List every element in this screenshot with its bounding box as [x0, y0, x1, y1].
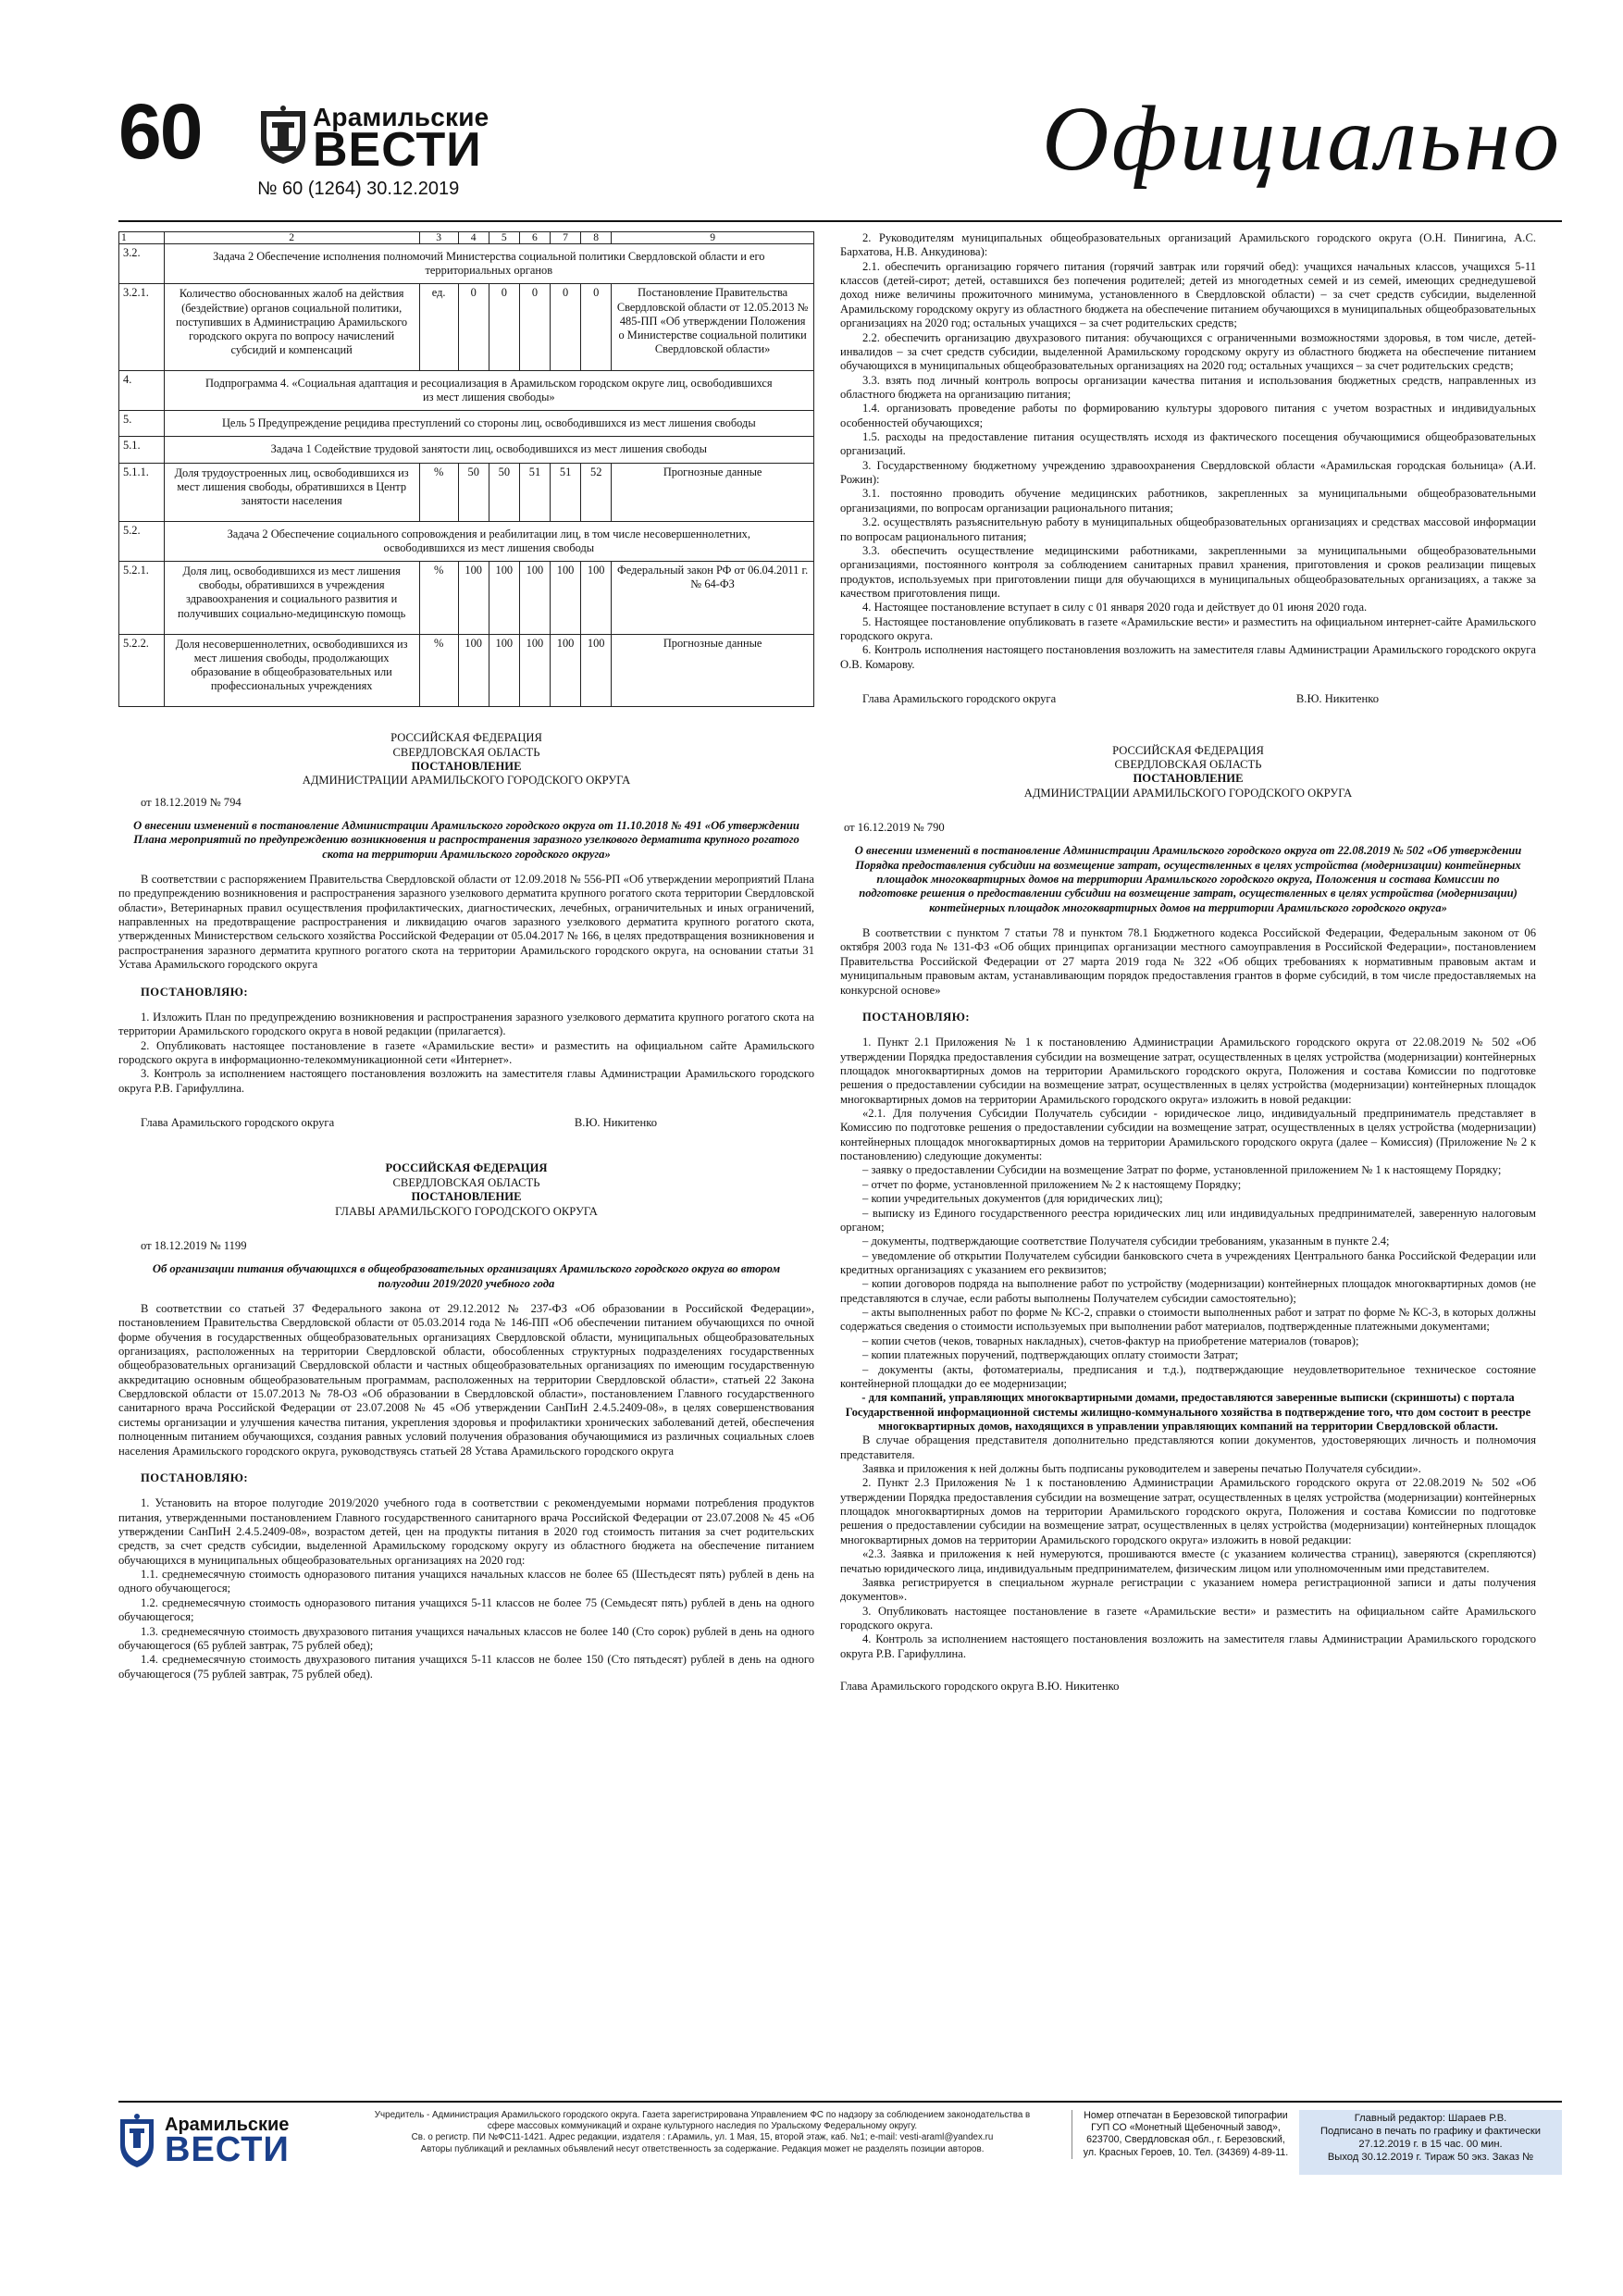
row-heading: Задача 2 Обеспечение исполнения полномочий Министерства социальной политики Свердловской области и его территориальных органов — [164, 244, 813, 284]
decree-794-item-2: 2. Опубликовать настоящее постановление в газете «Арамильские вести» и разместить на официальном сайте Арамильского городского округа в информационно-телекоммуникационной сети «Интернет». — [118, 1038, 814, 1066]
doc-list-item: – документы (акты, фотоматериалы, предписания и т.д.), подтверждающие неудовлетворительное техническое состояние контейнерной площадки до ее модернизации; — [840, 1362, 1536, 1390]
cont-item-4: 4. Настоящее постановление вступает в силу с 01 января 2020 года и действует до 01 июня 2020 года. — [862, 601, 1368, 614]
row-number: 5. — [119, 411, 165, 437]
doc-list-item: – акты выполненных работ по форме № КС-2, справки о стоимости выполненных работ и затрат по форме № КС-3, в которых должны содержаться сведения о стоимости используемых при выполнении работ материалов, подтвержденные платежными документами; — [840, 1306, 1536, 1334]
decree-794-region: СВЕРДЛОВСКАЯ ОБЛАСТЬ — [392, 745, 540, 759]
editor-line: 27.12.2019 г. в 15 час. 00 мин. — [1358, 2139, 1503, 2150]
coat-of-arms-icon — [118, 2114, 155, 2169]
decree-794-date: от 18.12.2019 № 794 — [141, 795, 242, 809]
decree-794-type: ПОСТАНОВЛЕНИЕ — [411, 759, 522, 773]
decree-794 — [118, 731, 814, 1130]
editor-line: Подписано в печать по графику и фактически — [1319, 2126, 1542, 2137]
indicator-value: 100 — [489, 634, 519, 707]
doc-list-item: – заявку о предоставлении Субсидии на возмещение Затрат по форме, установленной приложением № 1 к настоящему Порядку; — [862, 1163, 1502, 1177]
decree-1199-type: ПОСТАНОВЛЕНИЕ — [411, 1190, 522, 1204]
decree-790-issuer: АДМИНИСТРАЦИИ АРАМИЛЬСКОГО ГОРОДСКОГО ОКРУГА — [1023, 786, 1353, 800]
indicator-value: 0 — [489, 284, 519, 371]
table-row — [119, 634, 814, 707]
row-number: 5.2. — [119, 521, 165, 561]
indicator-unit: % — [419, 562, 458, 635]
cont-item-3: 3. Государственному бюджетному учреждению здравоохранения Свердловской области «Арамильская городская больница» (А.И. Рожин): — [840, 458, 1536, 487]
indicator-name: Доля трудоустроенных лиц, освободившихся из мест лишения свободы, обратившихся в Центр занятости населения — [164, 463, 419, 521]
doc-list-item: – копии учредительных документов (для юридических лиц); — [862, 1192, 1163, 1206]
founder-info — [346, 2110, 1059, 2155]
printing-info — [1072, 2110, 1294, 2159]
decree-790-item-3: 3. Опубликовать настоящее постановление в газете «Арамильские вести» и разместить на официальном сайте Арамильского городского округа. — [840, 1604, 1536, 1632]
indicator-source: Федеральный закон РФ от 06.04.2011 г. № 64-ФЗ — [612, 562, 814, 635]
indicator-value: 0 — [519, 284, 550, 371]
printing-line: ГУП СО «Монетный Щебеночный завод», — [1091, 2122, 1281, 2134]
decree-790-item-1: 1. Пункт 2.1 Приложения № 1 к постановлению Администрации Арамильского городского округа от 22.08.2019 № 502 «Об утверждении Порядка предоставления субсидии на возмещение затрат, осуществленных в целях устройства (модернизации) контейнерных площадок многоквартирных домов на территории Арамильского городского округа, Положения и состава Комиссии по подготовке решения о предоставлении субсидии на возмещение затрат, осуществленных в целях устройства (модернизации) контейнерных площадок многоквартирных домов на территории Арамильского городского округа» изложить в новой редакции: — [840, 1036, 1536, 1106]
doc-list-item: – уведомление об открытии Получателем субсидии банковского счета в учреждениях Центрального банка Российской Федерации или кредитных организациях с указанием его реквизитов; — [840, 1248, 1536, 1276]
row-heading: Подпрограмма 4. «Социальная адаптация и ресоциализация в Арамильском городском округе лиц, освободившихся из мест лишения свободы» — [164, 371, 813, 411]
indicator-value: 100 — [458, 562, 489, 635]
editor-info — [1299, 2110, 1562, 2175]
indicator-value: 0 — [581, 284, 612, 371]
decree-790-region: СВЕРДЛОВСКАЯ ОБЛАСТЬ — [1114, 757, 1262, 771]
cont-item-3-1: 3.1. постоянно проводить обучение медицинских работников, закрепленных за муниципальными общеобразовательными организациями, по вопросам организации рационального питания; — [840, 487, 1536, 515]
cont-item-2-1: 2.1. обеспечить организацию горячего питания (горячий завтрак или горячий обед): учащихся начальных классов, учащихся 5-11 классов (детей-сирот; детей, оставшихся без попечения родителей; детей из многодетных семей и из семей, имеющих среднедушевой доход ниже величины прожиточного минимума, установленного в Свердловской области) – за счет средств субсидии, выделенной Арамильскому городскому округу из областного бюджета на обеспечение питанием обучающихся в муниципальных общеобразовательных организациях на 2020 год; остальных учащихся – за счет родительских средств; — [840, 259, 1536, 330]
footer-logo-top: Арамильские — [165, 2115, 290, 2135]
indicator-value: 100 — [551, 634, 581, 707]
indicator-value: 0 — [458, 284, 489, 371]
decree-1199-item-1-4: 1.4. среднемесячную стоимость двухразового питания учащихся 5-11 классов не более 150 (Сто пятьдесят) рублей в день на одного обучающегося (75 рублей завтрак, 75 рублей обед). — [118, 1653, 814, 1681]
decree-790-date: от 16.12.2019 № 790 — [844, 820, 945, 834]
indicator-value: 100 — [581, 634, 612, 707]
row-number: 5.2.2. — [119, 634, 165, 707]
decree-1199-date: от 18.12.2019 № 1199 — [141, 1238, 247, 1252]
logo-text-top: Арамильские — [313, 103, 489, 131]
founder-line: Авторы публикаций и рекламных объявлений несут ответственность за содержание. Редакция может не разделять позиции авторов. — [420, 2143, 985, 2154]
indicator-value: 100 — [551, 562, 581, 635]
table-header-cell: 9 — [612, 232, 814, 244]
indicator-value: 50 — [458, 463, 489, 521]
indicator-unit: ед. — [419, 284, 458, 371]
decree-790-rep: В случае обращения представителя дополнительно представляются копии документов, удостоверяющих личность и полномочия представителя. — [840, 1433, 1536, 1461]
decree-1199-continued — [840, 231, 1536, 707]
header-divider — [118, 220, 1562, 222]
decree-790-item-2: 2. Пункт 2.3 Приложения № 1 к постановлению Администрации Арамильского городского округа от 22.08.2019 № 502 «Об утверждении Порядка предоставления субсидии на возмещение затрат, осуществленных в целях устройства (модернизации) контейнерных площадок многоквартирных домов на территории Арамильского городского округа, Положения и состава Комиссии по подготовке решения о предоставлении субсидии на возмещение затрат, осуществленных в целях устройства (модернизации) контейнерных площадок многоквартирных домов на территории Арамильского городского округа» изложить в новой редакции: — [840, 1476, 1536, 1546]
printing-line: Номер отпечатан в Березовской типографии — [1084, 2110, 1288, 2121]
decree-794-item-3: 3. Контроль за исполнением настоящего постановления возложить на заместителя главы Администрации Арамильского городского округа Р.В. Гарифуллина. — [118, 1067, 814, 1095]
cont-item-2-2: 2.2. обеспечить организацию двухразового питания: обучающихся с ограниченными возможностями здоровья, в том числе, детей-инвалидов – за счет средств субсидии, выделенной Арамильскому городскому округу из областного бюджета на обеспечение питанием обучающихся в муниципальных общеобразовательных организациях на 2020 год; остальных учащихся – за счет родительских средств; — [840, 330, 1536, 373]
page-footer — [118, 2110, 1562, 2177]
table-header-row — [119, 232, 814, 244]
decree-790 — [840, 744, 1536, 1694]
right-column — [840, 231, 1536, 1694]
decree-790-resolve: ПОСТАНОВЛЯЮ: — [862, 1010, 971, 1024]
cont-item-1-5: 1.5. расходы на предоставление питания осуществлять исходя из фактического посещения обучающимися общеобразовательных организаций. — [840, 430, 1536, 458]
indicator-source: Прогнозные данные — [612, 634, 814, 707]
decree-790-sign-req: Заявка и приложения к ней должны быть подписаны руководителем и заверены печатью Получателя субсидии». — [862, 1462, 1421, 1476]
table-row — [119, 411, 814, 437]
table-row — [119, 437, 814, 463]
decree-794-issuer: АДМИНИСТРАЦИИ АРАМИЛЬСКОГО ГОРОДСКОГО ОКРУГА — [302, 774, 631, 788]
decree-1199-item-1-1: 1.1. среднемесячную стоимость одноразового питания учащихся начальных классов не более 65 (Шестьдесят пять) рублей в день на одного обучающегося; — [118, 1568, 814, 1595]
decree-1199-resolve: ПОСТАНОВЛЯЮ: — [141, 1471, 249, 1484]
row-heading: Задача 2 Обеспечение социального сопровождения и реабилитации лиц, в том числе несовершеннолетних, освободившихся из мест лишения свободы — [164, 521, 813, 561]
decree-1199-signature — [862, 692, 1379, 706]
decree-790-item-2-1: «2.1. Для получения Субсидии Получатель субсидии - юридическое лицо, индивидуальный предприниматель представляет в Комиссию по подготовке решения о предоставлении субсидии на возмещение затрат, осуществленных в целях устройства (модернизации) контейнерных площадок многоквартирных домов на территории Арамильского городского округа (далее – Комиссия) (Приложение № 2 к постановлению) следующие документы: — [840, 1107, 1536, 1163]
indicators-table — [118, 231, 814, 707]
signature-name: В.Ю. Никитенко — [574, 1116, 657, 1130]
indicator-value: 51 — [551, 463, 581, 521]
indicator-source: Прогнозные данные — [612, 463, 814, 521]
cont-item-3-3: 3.3. обеспечить осуществление медицинскими работниками, закрепленными за муниципальными общеобразовательными организациями, постоянного контроля за соблюдением санитарных правил хранения, приготовления и сроков реализации пищевых продуктов, используемых при приготовлении пищи для обучающихся в муниципальных общеобразовательных организациях, а также за качеством приготовления пищи. — [840, 543, 1536, 600]
doc-list-item: – отчет по форме, установленной приложением № 2 к настоящему Порядку; — [862, 1177, 1242, 1191]
cont-item-5: 5. Настоящее постановление опубликовать в газете «Арамильские вести» и разместить на официальном интернет-сайте Арамильского городского округа. — [840, 614, 1536, 643]
decree-1199 — [118, 1161, 814, 1682]
editor-line: Выход 30.12.2019 г. Тираж 50 экз. Заказ № — [1327, 2152, 1534, 2163]
section-title: Официально — [1042, 87, 1562, 190]
indicator-value: 100 — [519, 634, 550, 707]
decree-790-type: ПОСТАНОВЛЕНИЕ — [1133, 772, 1244, 786]
row-number: 4. — [119, 371, 165, 411]
row-number: 5.1. — [119, 437, 165, 463]
decree-794-preamble: В соответствии с распоряжением Правительства Свердловской области от 12.09.2018 № 556-РП «Об утверждении мероприятий Плана по предупреждению возникновения и распространения заразного узелкового дерматита крупного рогатого скота территории Свердловской области», Ветеринарных правил осуществления профилактических, диагностических, лечебных, ограничительных и иных ограничений, направленных на предотвращение распространения и ликвидацию очагов заразного узелкового дерматита крупного рогатого скота, утвержденных Министерством сельского хозяйства Российской Федерации от 05.04.2017 № 166, в целях предотвращения возникновения и распространения заразного дерматита крупного рогатого скота на территории Арамильского городского округа, на основании статьи 31 Устава Арамильского городского округа — [118, 873, 814, 972]
table-header-cell: 8 — [581, 232, 612, 244]
indicator-unit: % — [419, 463, 458, 521]
table-header-cell: 2 — [164, 232, 419, 244]
table-header-cell: 6 — [519, 232, 550, 244]
founder-line: Учредитель - Администрация Арамильского городского округа. Газета зарегистрирована Управлением ФС по надзору за соблюдением законодательства в — [374, 2110, 1031, 2120]
doc-list-item: – копии платежных поручений, подтверждающих оплату стоимости Затрат; — [862, 1348, 1239, 1362]
indicator-name: Доля лиц, освободившихся из мест лишения свободы, обратившихся в учреждения здравоохранения и социального развития и получивших социально-медицинскую помощь — [164, 562, 419, 635]
decree-790-registration: Заявка регистрируется в специальном журнале регистрации с указанием номера регистрационной записи и даты получения документов». — [840, 1575, 1536, 1604]
table-header-cell: 7 — [551, 232, 581, 244]
indicator-value: 100 — [458, 634, 489, 707]
decree-794-signature — [141, 1116, 657, 1130]
signature-role: Глава Арамильского городского округа — [862, 692, 1057, 706]
indicator-value: 0 — [551, 284, 581, 371]
logo-text-bottom: ВЕСТИ — [313, 123, 482, 177]
left-column — [118, 231, 814, 1682]
decree-794-resolve: ПОСТАНОВЛЯЮ: — [141, 985, 249, 999]
table-row — [119, 521, 814, 561]
table-row — [119, 562, 814, 635]
table-row — [119, 463, 814, 521]
doc-list-item: – копии договоров подряда на выполнение работ по устройству (модернизации) контейнерных площадок многоквартирных домов (не представляются в случае, если работы выполнены Получателем субсидии самостоятельно); — [840, 1277, 1536, 1305]
table-header-cell: 4 — [458, 232, 489, 244]
indicator-name: Доля несовершеннолетних, освободившихся из мест лишения свободы, продолжающих образование в общеобразовательных или профессиональных учреждениях — [164, 634, 419, 707]
row-heading: Цель 5 Предупреждение рецидива преступлений со стороны лиц, освободившихся из мест лишения свободы — [164, 411, 813, 437]
footer-logo — [118, 2114, 341, 2173]
cont-item-2: 2. Руководителям муниципальных общеобразовательных организаций Арамильского городского округа (О.Н. Пинигина, А.С. Бархатова, Н.В. Анкудинова): — [840, 231, 1536, 259]
row-number: 3.2. — [119, 244, 165, 284]
decree-1199-preamble: В соответствии со статьей 37 Федерального закона от 29.12.2012 № 237-ФЗ «Об образовании в Российской Федерации», постановлением Правительства Свердловской области от 05.03.2014 года № 146-ПП «Об обеспечении питанием обучающихся по очной форме обучения в государственных общеобразовательных организациях Свердловской области, муниципальных общеобразовательных организациях, расположенных на территории Свердловской области, обособленных структурных подразделениях государственных общеобразовательных организаций Свердловской области и частных общеобразовательных организациях по имеющим государственную аккредитацию основным общеобразовательным программам, расположенных на территории Свердловской области», статьей 22 Закона Свердловской области от 15.07.2013 № 78-ОЗ «Об образовании в Свердловской области», постановлением Главного государственного санитарного врача Российской Федерации от 23.07.2008 № 45 «Об утверждении СанПиН 2.4.5.2409-08», в целях совершенствования системы организации и улучшения качества питания, укрепления здоровья и профилактики хронических заболеваний детей, обеспечения полноценным питанием обучающихся, создания равных условий получения образования обучающимися из различных социальных слоев населения Арамильского городского округа, руководствуясь статьей 28 Устава Арамильского городского округа — [118, 1301, 814, 1458]
row-heading: Задача 1 Содействие трудовой занятости лиц, освободившихся из мест лишения свободы — [164, 437, 813, 463]
decree-794-country: РОССИЙСКАЯ ФЕДЕРАЦИЯ — [390, 731, 542, 745]
doc-list-item: – документы, подтверждающие соответствие Получателя субсидии требованиям, указанным в пункте 2.4; — [862, 1235, 1390, 1248]
decree-794-title: О внесении изменений в постановление Администрации Арамильского городского округа от 11.10.2018 № 491 «Об утверждении Плана мероприятий по предупреждению возникновения и распространения заразного узелкового дерматита крупного рогатого скота на территории Арамильского городского округа» — [133, 818, 799, 861]
decree-1199-item-1: 1. Установить на второе полугодие 2019/2020 учебного года в соответствии с рекомендуемыми нормами потребления продуктов питания, утвержденными постановлением Главного государственного санитарного врача Российской Федерации от 23.07.2008 № 45 «Об утверждении СанПиН 2.4.5.2409-08», возрастом детей, цен на продукты питания в 2020 год стоимость питания за счет родительских средств, за счет средств субсидии, выделенной Арамильскому городскому округу из областного бюджета на обеспечение питанием обучающихся в муниципальных общеобразовательных организациях на 2020 год: — [118, 1496, 814, 1567]
founder-line: Св. о регистр. ПИ №ФС11-1421. Адрес редакции, издателя : г.Арамиль, ул. 1 Мая, 15, второй этаж, каб. №1; e-mail: vesti-araml@yandex.ru — [411, 2132, 994, 2143]
indicator-name: Количество обоснованных жалоб на действия (бездействие) органов социальной политики, поступивших в Администрацию Арамильского городского округа по вопросу начислений субсидий и компенсаций — [164, 284, 419, 371]
indicator-value: 100 — [519, 562, 550, 635]
indicator-value: 50 — [489, 463, 519, 521]
indicator-value: 100 — [581, 562, 612, 635]
table-row — [119, 284, 814, 371]
issue-number: № 60 (1264) 30.12.2019 — [257, 179, 460, 199]
row-number: 5.1.1. — [119, 463, 165, 521]
row-number: 5.2.1. — [119, 562, 165, 635]
decree-1199-region: СВЕРДЛОВСКАЯ ОБЛАСТЬ — [392, 1175, 540, 1189]
doc-list-item: – выписку из Единого государственного реестра юридических лиц или индивидуальных предпринимателей, заверенную налоговым органом; — [840, 1206, 1536, 1234]
table-header-cell: 3 — [419, 232, 458, 244]
decree-1199-item-1-3: 1.3. среднемесячную стоимость двухразового питания учащихся начальных классов не более 140 (Сто сорок) рублей в день на одного обучающегося (65 рублей завтрак, 75 рублей обед); — [118, 1624, 814, 1652]
decree-1199-item-1-2: 1.2. среднемесячную стоимость одноразового питания учащихся 5-11 классов не более 75 (Семьдесят пять) рублей в день на одного обучающегося; — [118, 1595, 814, 1624]
table-row — [119, 371, 814, 411]
cont-item-6: 6. Контроль исполнения настоящего постановления возложить на заместителя главы Администрации Арамильского городского округа О.В. Комарову. — [840, 643, 1536, 671]
founder-line: сфере массовых коммуникаций и охране культурного наследия по Уральскому Федеральному округу. — [487, 2121, 918, 2132]
indicator-value: 51 — [519, 463, 550, 521]
signature-name: В.Ю. Никитенко — [1295, 692, 1379, 706]
doc-list-item: – копии счетов (чеков, товарных накладных), счетов-фактур на приобретение материалов (товаров); — [862, 1334, 1359, 1347]
row-number: 3.2.1. — [119, 284, 165, 371]
indicator-unit: % — [419, 634, 458, 707]
decree-790-signature: Глава Арамильского городского округа В.Ю. Никитенко — [840, 1680, 1120, 1694]
table-header-cell: 1 — [119, 232, 165, 244]
editor-line: Главный редактор: Шараев Р.В. — [1354, 2113, 1507, 2124]
cont-item-1-4: 1.4. организовать проведение работы по формированию культуры здорового питания с учетом возрастных и индивидуальных особенностей обучающихся; — [840, 402, 1536, 429]
cont-item-3-3a: 3.3. взять под личный контроль вопросы организации качества питания и использования бюджетных средств, направленных из областного бюджета на организацию питания; — [840, 373, 1536, 401]
doc-list-item-bold: - для компаний, управляющих многоквартирными домами, предоставляются заверенные выписки (скриншоты) с портала Государственной информационной системы жилищно-коммунального хозяйства в подтверждение того, что дом состоит в реестре многоквартирных домов, находящихся в управлении управляющих компаний на территории Свердловской области. — [845, 1391, 1531, 1433]
indicator-source: Постановление Правительства Свердловской области от 12.05.2013 № 485-ПП «Об утверждении Положения о Министерстве социальной политики Свердловской области» — [612, 284, 814, 371]
printing-line: ул. Красных Героев, 10. Тел. (34369) 4-89-11. — [1083, 2146, 1289, 2158]
decree-790-title: О внесении изменений в постановление Администрации Арамильского городского округа от 22.08.2019 № 502 «Об утверждении Порядка предоставления субсидии на возмещение затрат, осуществленных в целях устройства (модернизации) контейнерных площадок многоквартирных домов на территории Арамильского городского округа, Положения и состава Комиссии по подготовке решения о предоставлении субсидии на возмещение затрат, осуществленных в целях устройства (модернизации) контейнерных площадок многоквартирных домов на территории Арамильского городского округа» — [854, 844, 1522, 914]
footer-logo-bottom: ВЕСТИ — [165, 2130, 290, 2169]
page-header — [118, 87, 1562, 213]
indicator-value: 100 — [489, 562, 519, 635]
coat-of-arms-icon — [257, 105, 309, 165]
decree-790-country: РОССИЙСКАЯ ФЕДЕРАЦИЯ — [1112, 743, 1264, 757]
table-row — [119, 244, 814, 284]
printing-line: 623700, Свердловская обл., г. Березовский, — [1086, 2134, 1285, 2146]
decree-1199-title: Об организации питания обучающихся в общеобразовательных организациях Арамильского городского округа во втором полугодии 2019/2020 учебного года — [152, 1262, 781, 1290]
decree-790-item-4: 4. Контроль за исполнением настоящего постановления возложить на заместителя главы Администрации Арамильского городского округа Р.В. Гарифуллина. — [840, 1632, 1536, 1660]
decree-794-item-1: 1. Изложить План по предупреждению возникновения и распространения заразного узелкового дерматита крупного рогатого скота на территории Арамильского городского округа в новой редакции (прилагается). — [118, 1010, 814, 1038]
footer-divider — [118, 2101, 1562, 2103]
cont-item-3-2: 3.2. осуществлять разъяснительную работу в муниципальных общеобразовательных организациях и средствах массовой информации по вопросам рационального питания; — [840, 515, 1536, 543]
indicator-value: 52 — [581, 463, 612, 521]
decree-790-item-2-3: «2.3. Заявка и приложения к ней нумеруются, прошиваются вместе (с указанием количества страниц), заверяются (скрепляются) печатью юридического лица, индивидуальным предпринимателем, физическим лицом или уполномоченным ими представителем. — [840, 1547, 1536, 1575]
decree-1199-country: РОССИЙСКАЯ ФЕДЕРАЦИЯ — [385, 1161, 548, 1175]
table-header-cell: 5 — [489, 232, 519, 244]
signature-role: Глава Арамильского городского округа — [141, 1116, 335, 1130]
decree-790-preamble: В соответствии с пунктом 7 статьи 78 и пунктом 78.1 Бюджетного кодекса Российской Федерации, Федеральным законом от 06 октября 2003 года № 131-ФЗ «Об общих принципах организации местного самоуправления в Российской Федерации», постановлением Правительства Российской Федерации от 27 марта 2019 года № 322 «Об общих требованиях к нормативным правовым актам и муниципальным правовым актам, устанавливающим порядок предоставления грантов в форме субсидий, в том числе предоставляемых на конкурсной основе» — [840, 926, 1536, 997]
page-number: 60 — [118, 88, 202, 175]
decree-1199-issuer: ГЛАВЫ АРАМИЛЬСКОГО ГОРОДСКОГО ОКРУГА — [335, 1204, 598, 1218]
